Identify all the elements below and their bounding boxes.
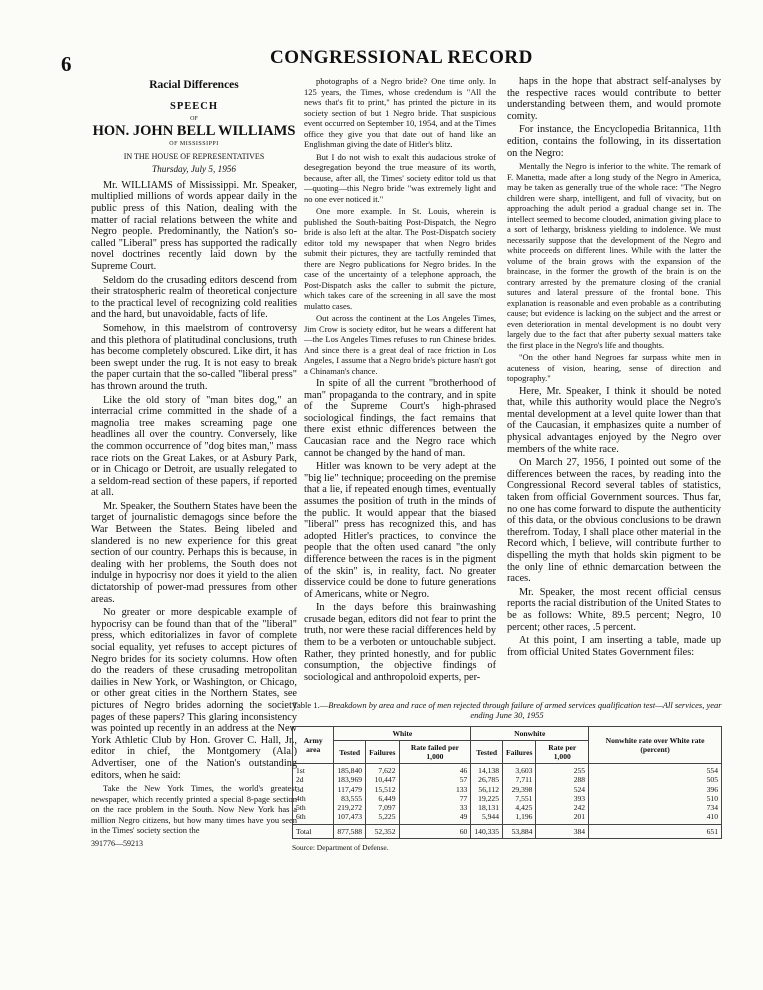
paragraph: haps in the hope that abstract self-analyses by the respective races would contribute to better understanding between them, and would promote comity. <box>507 76 721 122</box>
header-ratio: Nonwhite rate over White rate (percent) <box>589 727 722 764</box>
paragraph: In spite of all the current "brotherhood of man" propaganda to the contrary, and in spite of the Supreme Court's high-phrased sociological findings, the fact remains that there exist ethnic differences between the Caucasian race and the Negro race which cannot be changed by the hand of man. <box>304 378 496 459</box>
cell-total: 52,352 <box>366 824 399 838</box>
speech-title: Racial Differences <box>149 79 239 91</box>
header-nonwhite-failures: Failures <box>503 741 536 764</box>
footer-code: 391776—59213 <box>91 838 143 848</box>
paragraph: At this point, I am inserting a table, made up from official United States Government files: <box>507 635 721 658</box>
paragraph: Here, Mr. Speaker, I think it should be noted that, while this authority would place the Negro's mental development at a level quite lower than that of the Caucasian, it emphasizes quite a number of physical advantages enjoyed by the Negro over members of the white race. <box>507 385 721 455</box>
column-3 <box>507 76 721 660</box>
cell-nonwhite-rate: 255 288 524 393 242 201 <box>536 764 589 825</box>
cell-white-failures: 7,622 10,447 15,512 6,449 7,097 5,225 <box>366 764 399 825</box>
cell-areas: 1st 2d 3d 4th 5th 6th <box>293 764 334 825</box>
paragraph: Mr. Speaker, the Southern States have been the target of journalistic demagogs since before the War Between the States. Being libeled and slandered is no new experience for this great section of our country. Perhaps this is because, in dealing with her problems, the South does not indulge in hypocrisy nor does it yield to the alien dictatorship of power-mad pressures from other areas. <box>91 500 297 605</box>
paragraph: In the days before this brainwashing crusade began, editors did not fear to print the truth, nor were these racial differences held by them to be a verboten or untouchable subject. Rather, they printed honestly, and for public consumption, the objective findings of sociological and anthropoloid experts, per- <box>304 602 496 683</box>
speaker-state: OF MISSISSIPPI <box>169 140 219 147</box>
paragraph: Mr. Speaker, the most recent official census reports the racial distribution of the United States to be as follows: White, 89.5 percent; Negro, 10 percent; other races, .5 percent. <box>507 586 721 633</box>
header-nonwhite-rate: Rate per 1,000 <box>536 741 589 764</box>
column-2 <box>304 76 496 685</box>
rejection-table <box>292 726 722 839</box>
paragraph: For instance, the Encyclopedia Britannica, 11th edition, contains the following, in its dissertation on the Negro: <box>507 124 721 159</box>
cell-ratio: 554 505 396 510 734 410 <box>589 764 722 825</box>
header-white-rate: Rate failed per 1,000 <box>399 741 471 764</box>
cell-total: 877,588 <box>334 824 366 838</box>
speech-date: Thursday, July 5, 1956 <box>152 164 236 175</box>
cell-nonwhite-failures: 3,603 7,711 29,398 7,551 4,425 1,196 <box>503 764 536 825</box>
page-number: 6 <box>61 52 72 76</box>
rejection-table-block <box>292 700 722 852</box>
header-white: White <box>334 727 471 741</box>
table-row <box>293 764 722 825</box>
table-total-row <box>293 824 722 838</box>
paragraph: Mr. WILLIAMS of Mississippi. Mr. Speaker, multiplied millions of words appear daily in the public press of this Nation, dealing with the matter of racial relations between the white and Negro people. Predominantly, the Nation's so-called "Liberal" press has supported the radically novel doctrines recently laid down by the Supreme Court. <box>91 179 297 272</box>
header-area: Army area <box>293 727 334 764</box>
masthead-title: CONGRESSIONAL RECORD <box>270 47 533 68</box>
cell-total: 53,884 <box>503 824 536 838</box>
quote: "On the other hand Negroes far surpass white men in acuteness of vision, hearing, sense of direction and topography." <box>507 352 721 384</box>
cell-total: 60 <box>399 824 471 838</box>
table-label: Table 1.— <box>292 700 329 710</box>
paragraph: Hitler was known to be very adept at the "big lie" technique; proceeding on the premise that a lie, if repeated enough times, eventually assumes the position of truth in the minds of the public. It would appear that the biased "liberal" press has recognized this, and has adopted Hitler's practices, to convince the people that the often used canard "the only difference between the races is in the pigment of the skin" is, in reality, fact. No greater disservice could be done to future generations of Americans, white or Negro. <box>304 461 496 600</box>
cell-total: 384 <box>536 824 589 838</box>
cell-white-tested: 185,840 183,969 117,479 83,555 219,272 107,473 <box>334 764 366 825</box>
header-nonwhite: Nonwhite <box>471 727 589 741</box>
chamber: IN THE HOUSE OF REPRESENTATIVES <box>123 152 265 162</box>
table-caption <box>292 700 722 720</box>
column-1 <box>91 76 297 851</box>
paragraph: Like the old story of "man bites dog," an interracial crime committed in the shade of a magnolia tree makes screaming page one headlines all over the country. Conversely, like the common occurrence of "dog bites man," mass race riots on the Great Lakes, or at Asbury Park, or in Chicago or Detroit, are usually relegated to a seldom-read section of these papers, if reported at all. <box>91 394 297 499</box>
header-nonwhite-tested: Tested <box>471 741 503 764</box>
cell-total: 140,335 <box>471 824 503 838</box>
paragraph: Somehow, in this maelstrom of controversy and this plethora of platitudinal conclusions, truth has become completely obscured. Like dirt, it has been swept under the rug. It is not easy to break the paper curtain that the so-called "liberal press" has thrown around the truth. <box>91 322 297 392</box>
cell-total: 651 <box>589 824 722 838</box>
quote: Take the New York Times, the world's greatest newspaper, which recently printed a special 8-page section on the race problem in the South. Now New York has a million Negro citizens, but how many times have you seen in the Times' society section the <box>91 783 297 836</box>
header-white-tested: Tested <box>334 741 366 764</box>
cell-white-rate: 46 57 133 77 33 49 <box>399 764 471 825</box>
quote: Mentally the Negro is inferior to the white. The remark of F. Manetta, made after a long study of the Negro in America, may be taken as generally true of the whole race: "The Negro children were sharp, intelligent, and full of vivacity, but on approaching the adult period a gradual change set in. The intellect seemed to become clouded, animation giving place to a sort of lethargy, briskness yielding to indolence. We must necessarily suppose that the development of the Negro and white proceeds on different lines. While with the latter the volume of the brain grows with the expansion of the braincase, in the former the growth of the brain is on the contrary arrested by the premature closing of the cranial sutures and lateral pressure of the frontal bone. This explanation is reasonable and even probable as a contributing cause; but evidence is lacking on the subject and the arrest or even deterioration in mental development is no doubt very largely due to the fact that after puberty sexual matters take the first place in the Negro's life and thoughts. <box>507 161 721 350</box>
cell-nonwhite-tested: 14,138 26,785 56,112 19,225 18,131 5,944 <box>471 764 503 825</box>
table-source: Source: Department of Defense. <box>292 843 389 853</box>
quote: One more example. In St. Louis, wherein is published the South-baiting Post-Dispatch, the Negro bride is also left at the altar. The Post-Dispatch society editor told my newspaper that when Negro brides submit their pictures, they are tactfully reminded that there are Negro publications for Negro brides. In the case of the uncertainty of a telephone approach, the Post-Dispatch asks the caller to submit the picture, which takes care of the screening in all save the most mulatto cases. <box>304 206 496 311</box>
speech-type: SPEECH <box>169 101 218 113</box>
header-white-failures: Failures <box>366 741 399 764</box>
quote: But I do not wish to exalt this audacious stroke of desegregation beyond the true measure of its worth, because, after all, the Times' society editor told us that—quoting—this Negro bride "was extremely light and no one ever noticed it." <box>304 151 496 204</box>
speech-of: OF <box>190 115 198 122</box>
cell-total-label: Total <box>293 824 334 838</box>
table-caption-text: Breakdown by area and race of men rejected through failure of armed services qualification test—All services, year ending June 30, 1955 <box>328 700 722 720</box>
paragraph: No greater or more despicable example of hypocrisy can be found than that of the "liberal" press, which editorializes in favor of complete social equality, yet refuses to accept pictures of Negro brides for its society columns. How often do the readers of these crusading metropolitan dailies in New York, or Washington, or Chicago, or other great cities in the Northern States, see pictures of Negro brides adorning the society pages of these papers? This glaring inconsistency was pointed up recently in an address at the New York Athletic Club by Hon. Grover C. Hall, Jr., editor in chief, the Montgomery (Ala.) Advertiser, one of the Nation's outstanding editors, when he said: <box>91 607 297 781</box>
paragraph: On March 27, 1956, I pointed out some of the differences between the races, by reading into the Congressional Record several tables of statistics, taken from official Government sources. Thus far, no one has come forward to dispute the authenticity of this data, or the obvious conclusions to be drawn therefrom. Today, I shall place other material in the Record which, I believe, will contribute further to dispelling the myth that holds skin pigment to be the only line of ethnic demarcation between the races. <box>507 457 721 585</box>
quote: Out across the continent at the Los Angeles Times, Jim Crow is society editor, but he wears a different hat—the Los Angeles Times refuses to run Chinese brides. And since there is a great deal of race friction in Los Angeles, I assume that a Negro bride's picture hasn't got a Chinaman's chance. <box>304 313 496 376</box>
speaker-name: HON. JOHN BELL WILLIAMS <box>92 123 296 140</box>
paragraph: Seldom do the crusading editors descend from their stratospheric realm of theoretical conjecture to the practical level of recognizing cold realities and the hard, but unavoidable, facts of life. <box>91 274 297 321</box>
quote: photographs of a Negro bride? One time only. In 125 years, the Times, whose credendum is "All the news that's fit to print," has printed the picture in its society section of but 1 Negro bride. That suspicious event occurred on September 10, 1954, and at the Times office they give you that date out of hand like an Englishman giving the date of Hitler's blitz. <box>304 76 496 149</box>
